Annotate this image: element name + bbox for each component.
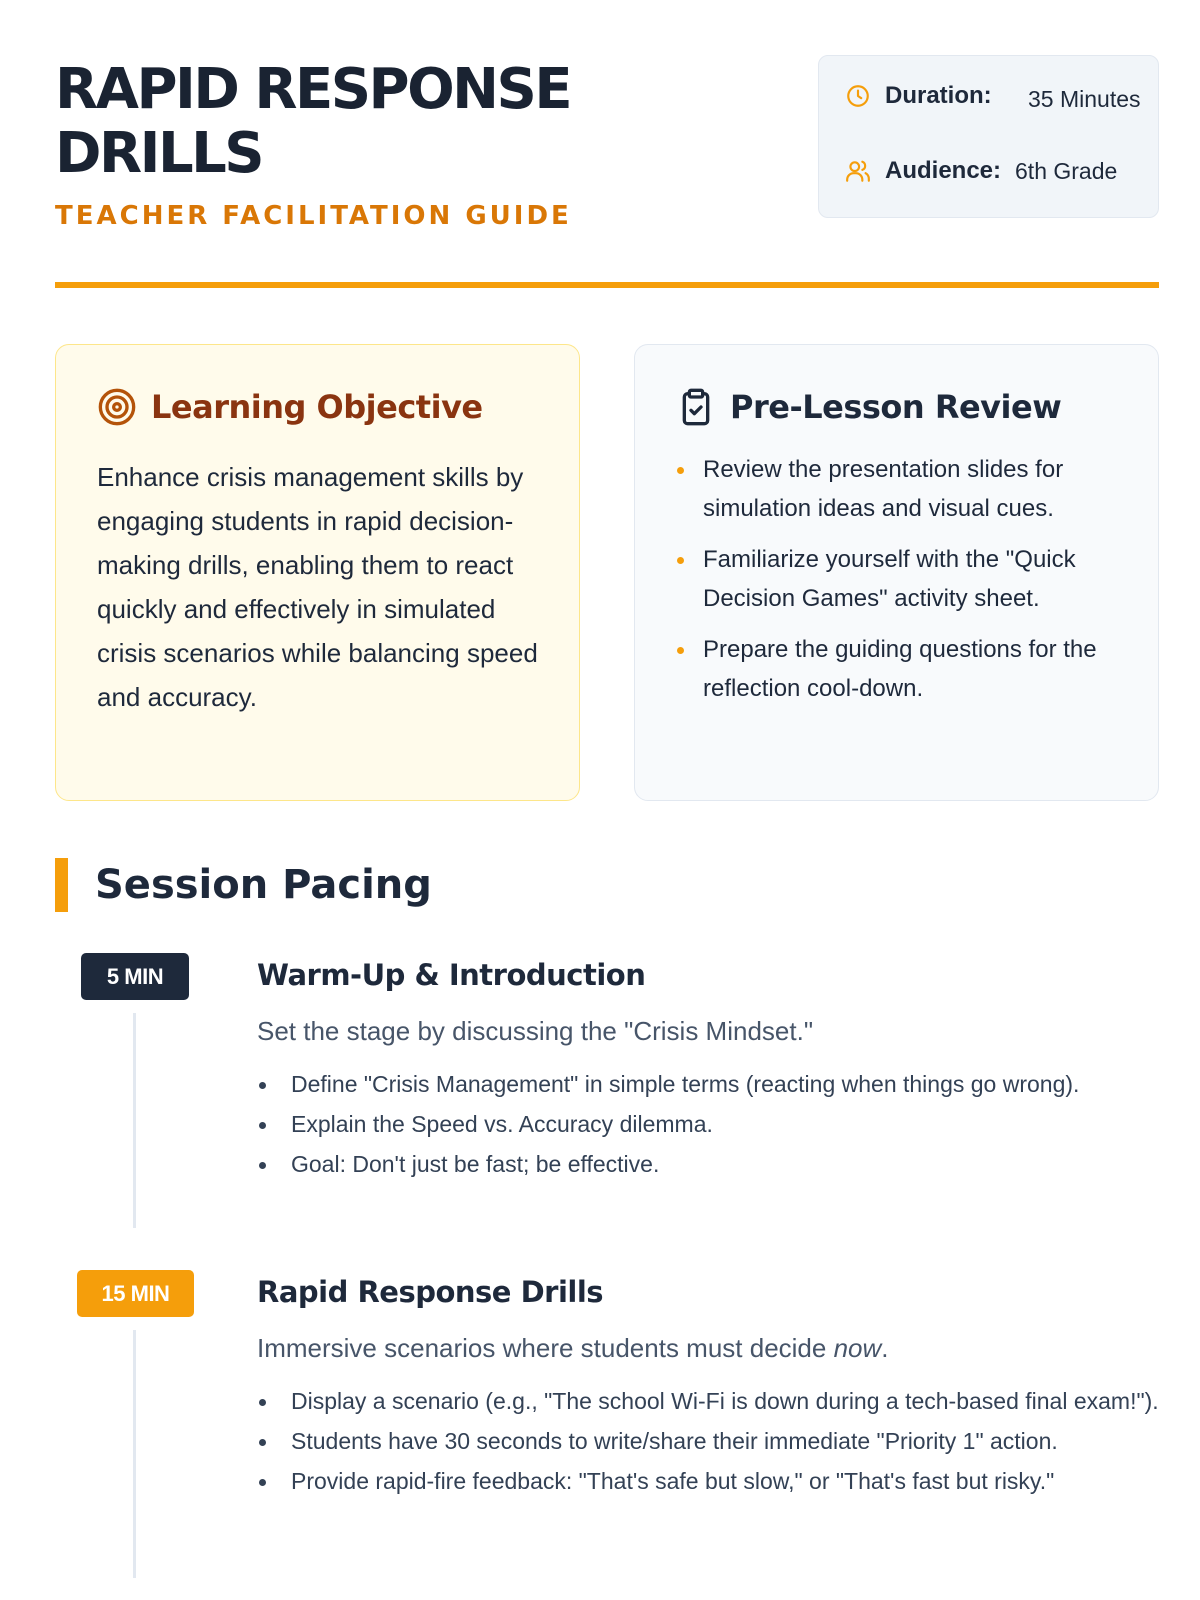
clock-icon: [845, 83, 871, 109]
list-item: Define "Crisis Management" in simple terms (reacting when things go wrong).: [257, 1067, 1167, 1101]
pacing-block-description: [257, 1330, 1167, 1366]
list-item: Explain the Speed vs. Accuracy dilemma.: [257, 1107, 1167, 1141]
pacing-block-drills: [257, 1272, 1167, 1504]
pacing-block-warm-up: [257, 955, 1167, 1187]
clipboard-check-icon: [676, 387, 716, 427]
timeline-line: [133, 1330, 136, 1578]
time-badge: 15 MIN: [77, 1270, 194, 1317]
audience-row: [845, 154, 1117, 188]
pacing-block-list: [257, 1384, 1167, 1498]
list-item: Prepare the guiding questions for the reflection cool-down.: [677, 630, 1147, 708]
list-item: Review the presentation slides for simulation ideas and visual cues.: [677, 450, 1147, 528]
target-icon: [97, 387, 137, 427]
list-item: Familiarize yourself with the "Quick Decision Games" activity sheet.: [677, 540, 1147, 618]
duration-row: [845, 82, 1141, 112]
page-title-line-2: DRILLS: [55, 121, 263, 186]
meta-info-box: [818, 55, 1159, 218]
list-item: Students have 30 seconds to write/share their immediate "Priority 1" action.: [257, 1424, 1167, 1458]
header-divider: [55, 282, 1159, 288]
pre-lesson-review-card: [634, 344, 1159, 801]
learning-objective-title: Learning Objective: [151, 388, 483, 426]
description-text: Immersive scenarios where students must decide: [257, 1333, 834, 1363]
duration-value: 35 Minutes: [1028, 86, 1141, 112]
users-icon: [845, 158, 871, 184]
page-title-line-1: RAPID RESPONSE: [55, 57, 571, 122]
pre-lesson-review-list: [677, 450, 1147, 720]
page-subtitle: TEACHER FACILITATION GUIDE: [55, 201, 572, 231]
list-item: Goal: Don't just be fast; be effective.: [257, 1147, 1167, 1181]
audience-value: 6th Grade: [1015, 158, 1118, 184]
description-emphasis: now: [833, 1333, 882, 1363]
timeline-line: [133, 1013, 136, 1228]
learning-objective-card: [55, 344, 580, 801]
pacing-block-description: Set the stage by discussing the "Crisis Mindset.": [257, 1016, 814, 1046]
section-accent-bar: [55, 858, 68, 912]
description-end: .: [881, 1333, 889, 1363]
learning-objective-header: [97, 387, 483, 427]
pre-lesson-review-title: Pre-Lesson Review: [730, 388, 1062, 426]
learning-objective-text: Enhance crisis management skills by engaging students in rapid decision-making drills, enabling them to react quickly and effectively in simulated crisis scenarios while balancing speed and accuracy.: [97, 462, 538, 712]
pre-lesson-review-header: [676, 387, 1061, 427]
pacing-block-title: Rapid Response Drills: [257, 1275, 604, 1309]
audience-label: Audience:: [885, 157, 1002, 184]
page-title: [55, 58, 755, 186]
list-item: Display a scenario (e.g., "The school Wi-Fi is down during a tech-based final exam!").: [257, 1384, 1167, 1418]
pacing-block-title: Warm-Up & Introduction: [257, 958, 646, 992]
session-pacing-title: Session Pacing: [95, 862, 432, 908]
duration-label: Duration:: [885, 82, 992, 109]
time-badge: 5 MIN: [81, 953, 189, 1000]
list-item: Provide rapid-fire feedback: "That's safe but slow," or "That's fast but risky.": [257, 1464, 1167, 1498]
pacing-block-list: [257, 1067, 1167, 1181]
